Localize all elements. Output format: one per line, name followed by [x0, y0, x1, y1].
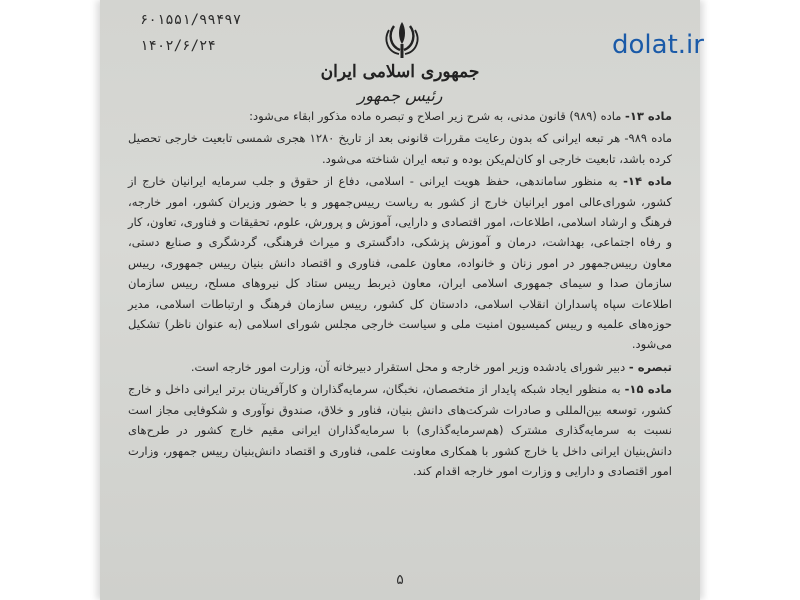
letterhead-subtitle: رئیس جمهور — [357, 86, 443, 105]
note — [128, 357, 672, 377]
note-heading: تبصره - — [628, 359, 672, 374]
article-13 — [128, 106, 672, 126]
document-page — [100, 0, 700, 600]
article-989-text: ماده ۹۸۹- هر تبعه ایرانی که بدون رعایت مقررات قانونی بعد از تاریخ ۱۲۸۰ هجری شمسی تابعیت خارجی تحصیل کرده باشد، تابعیت خارجی او کان‌لم‌یکن بوده و تبعه ایران شناخته می‌شود. — [128, 131, 673, 166]
article-13-heading: ماده ۱۳- — [625, 109, 672, 123]
article-989 — [128, 128, 672, 169]
note-text: دبیر شورای یادشده وزیر امور خارجه و محل استقرار دبیرخانه آن، وزارت امور خارجه است. — [190, 359, 629, 374]
article-14-heading: ماده ۱۴- — [623, 174, 672, 189]
article-14-text: به منظور ساماندهی، حفظ هویت ایرانی - اسلامی، دفاع از حقوق و جلب سرمایه ایرانیان خارج از کشور، شورای‌عالی امور ایرانیان خارج از کشور به ریاست رییس‌جمهور و با حضور وزیران کشور، امور خارجه، فرهنگ و ارشاد اسلامی، اطلاعات، امور اقتصادی و دارایی، آموزش و پرورش، علوم، تحقیقات و فناوری، تعاون، کار و رفاه اجتماعی، بهداشت، درمان و آموزش پزشکی، دادگستری و میراث فرهنگی، گردشگری و صنایع دستی، معاون رییس‌جمهور در امور زنان و خانواده، معاون علمی، فناوری و اقتصاد دانش بنیان رییس جمهوری، رییس سازمان صدا و سیمای جمهوری اسلامی ایران، معاون ذیربط رییس ستاد کل نیروهای مسلح، رییس سازمان اطلاعات سپاه پاسداران انقلاب اسلامی، دادستان کل کشور، رییس سازمان فرهنگ و ارتباطات اسلامی، مدیر حوزه‌های علمیه و رییس کمیسیون امنیت ملی و سیاست خارجی مجلس شورای اسلامی (به عنوان ناظر) تشکیل می‌شود. — [128, 174, 672, 352]
page-number: ۵ — [396, 572, 404, 588]
article-13-text: ماده (۹۸۹) قانون مدنی، به شرح زیر اصلاح و تبصره ماده مذکور ابقاء می‌شود: — [249, 109, 626, 123]
watermark-text: dolat.ir — [612, 30, 704, 60]
letterhead-title: جمهوری اسلامی ایران — [320, 62, 480, 82]
reference-date: ۱۴۰۲/۶/۲۴ — [140, 38, 216, 54]
article-15-text: به منظور ایجاد شبکه پایدار از متخصصان، نخبگان، سرمایه‌گذاران و کارآفرینان برتر ایرانی داخل و خارج کشور، توسعه بین‌المللی و صادرات شرکت‌های دانش بنیان، فناور و خلاق، صندوق نوآوری و شکوفایی مجاز است نسبت به سرمایه‌گذاری مشترک (هم‌سرمایه‌گذاری) با سرمایه‌گذاران ایرانی مقیم خارج کشور در طرح‌های دانش‌بنیان ایرانی داخل یا خارج کشور با همکاری معاونت علمی، فناوری و اقتصاد دانش‌بنیان رییس جمهور، وزارت امور اقتصادی و دارایی و وزارت امور خارجه اقدام کند. — [128, 382, 672, 478]
national-emblem-icon — [380, 18, 424, 62]
article-14 — [128, 171, 672, 355]
article-15 — [128, 379, 672, 481]
article-15-heading: ماده ۱۵- — [624, 382, 672, 397]
reference-number: ۶۰۱۵۵۱/۹۹۴۹۷ — [140, 12, 242, 28]
document-body — [128, 106, 672, 483]
